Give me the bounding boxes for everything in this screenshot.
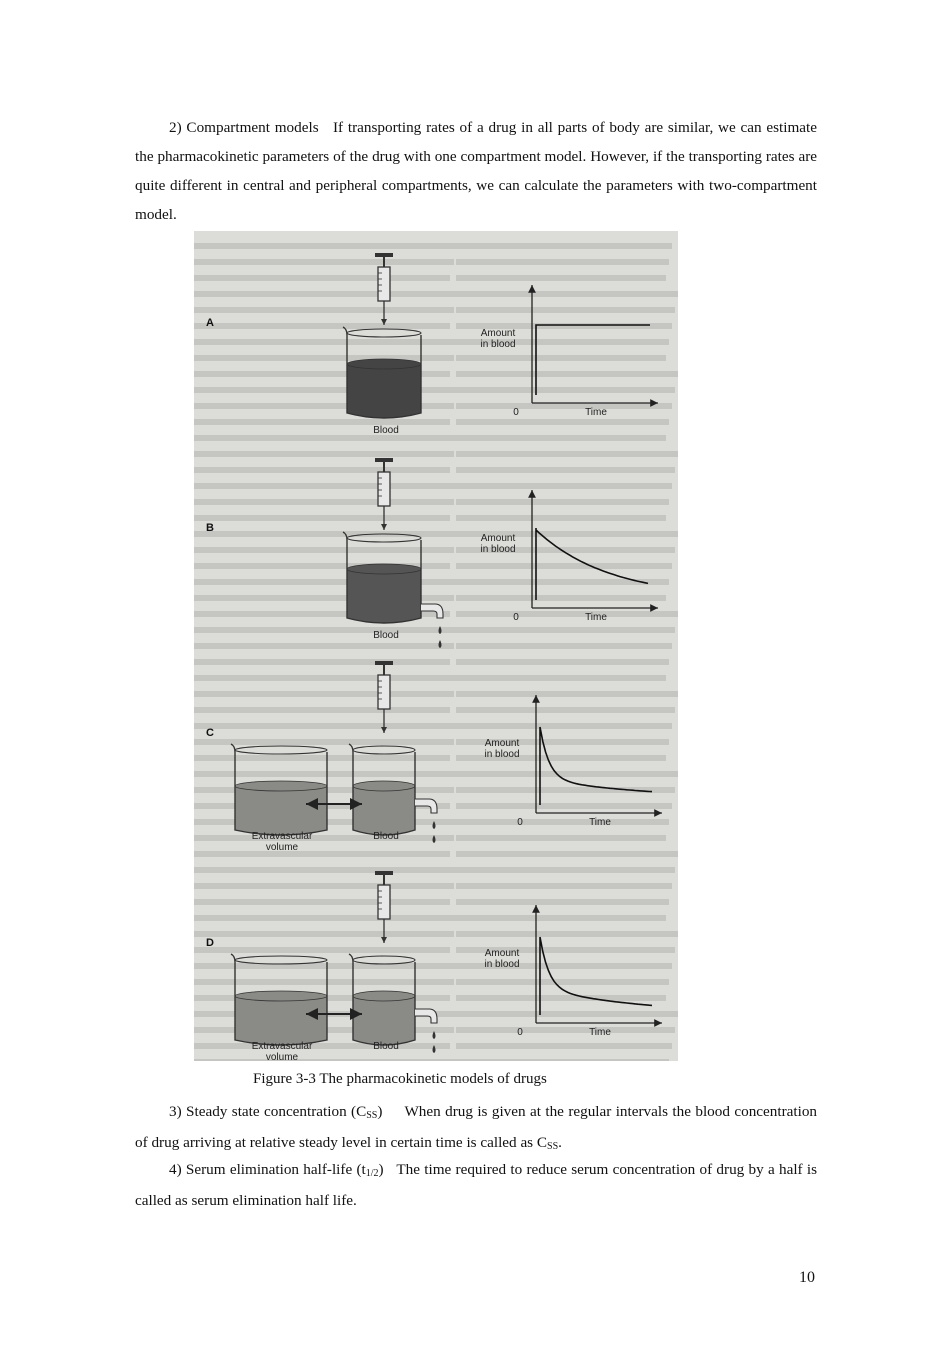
y-axis-label-line2: in blood <box>484 959 520 970</box>
blood-label: Blood <box>373 1041 399 1052</box>
y-axis-label-line2: in blood <box>484 749 520 760</box>
half-life-heading: 4) Serum elimination half-life $(t_{1/2})$ <box>169 1161 384 1179</box>
concentration-curve <box>540 727 652 805</box>
compartment-text: If transporting rates of a drug in all parts of body are similar, we can estimate the pharmacokinetic parameters of the drug with one compartment model. However, if the transporting rates are quite different in central and peripheral compartments, we can calculate the parameters with two-compartment model. <box>135 119 818 223</box>
faded-background-text <box>194 243 678 1061</box>
syringe-icon <box>375 661 393 733</box>
extravascular-label-line1: Extravascular <box>251 1041 313 1052</box>
y-axis-label-line1: Amount <box>484 948 520 959</box>
y-axis-label-line1: Amount <box>484 738 520 749</box>
extravascular-label-line2: volume <box>265 842 299 853</box>
compartment-heading: 2) Compartment models <box>169 119 319 136</box>
y-axis-label-line2: in blood <box>480 339 516 350</box>
blood-label: Blood <box>373 630 399 641</box>
amount-time-graph-1 <box>480 490 658 623</box>
half-life-text: The time required to reduce serum concentration of drug by a half is called as serum elimination half life. <box>135 1161 817 1209</box>
blood-label: Blood <box>373 425 399 436</box>
paragraph-steady-state <box>135 1097 817 1159</box>
page-number: 10 <box>799 1269 815 1286</box>
pharmacokinetic-models-figure <box>194 231 678 1061</box>
paragraph-half-life <box>135 1155 817 1215</box>
origin-label: 0 <box>513 407 519 418</box>
panel-letter: A <box>206 317 214 329</box>
origin-label: 0 <box>517 817 523 828</box>
panel-letter: C <box>206 727 214 739</box>
y-axis-label-line1: Amount <box>480 533 516 544</box>
x-axis-label: Time <box>589 817 611 828</box>
x-axis-label: Time <box>585 612 607 623</box>
origin-label: 0 <box>517 1027 523 1038</box>
amount-time-graph-3 <box>484 905 662 1038</box>
panel-letter: B <box>206 522 214 534</box>
y-axis-label-line1: Amount <box>480 328 516 339</box>
y-axis-label-line2: in blood <box>480 544 516 555</box>
extravascular-label-line1: Extravascular <box>251 831 313 842</box>
steady-state-text: When drug is given at the regular intervals the blood concentration of drug arriving at relative steady level in certain time is called as $C_{SS}$. <box>135 1103 818 1152</box>
outflow-spout <box>421 604 443 648</box>
blood-label: Blood <box>373 831 399 842</box>
x-axis-label: Time <box>589 1027 611 1038</box>
panel-letter: D <box>206 937 214 949</box>
origin-label: 0 <box>513 612 519 623</box>
figure-caption: Figure 3-3 The pharmacokinetic models of drugs <box>253 1071 547 1087</box>
amount-time-graph-0 <box>480 285 658 418</box>
blood-beaker <box>343 532 421 623</box>
paragraph-compartment-models <box>135 113 817 229</box>
x-axis-label: Time <box>585 407 607 418</box>
extravascular-label-line2: volume <box>265 1052 299 1061</box>
steady-state-heading: 3) Steady state concentration $(C_{SS})$ <box>169 1103 383 1121</box>
